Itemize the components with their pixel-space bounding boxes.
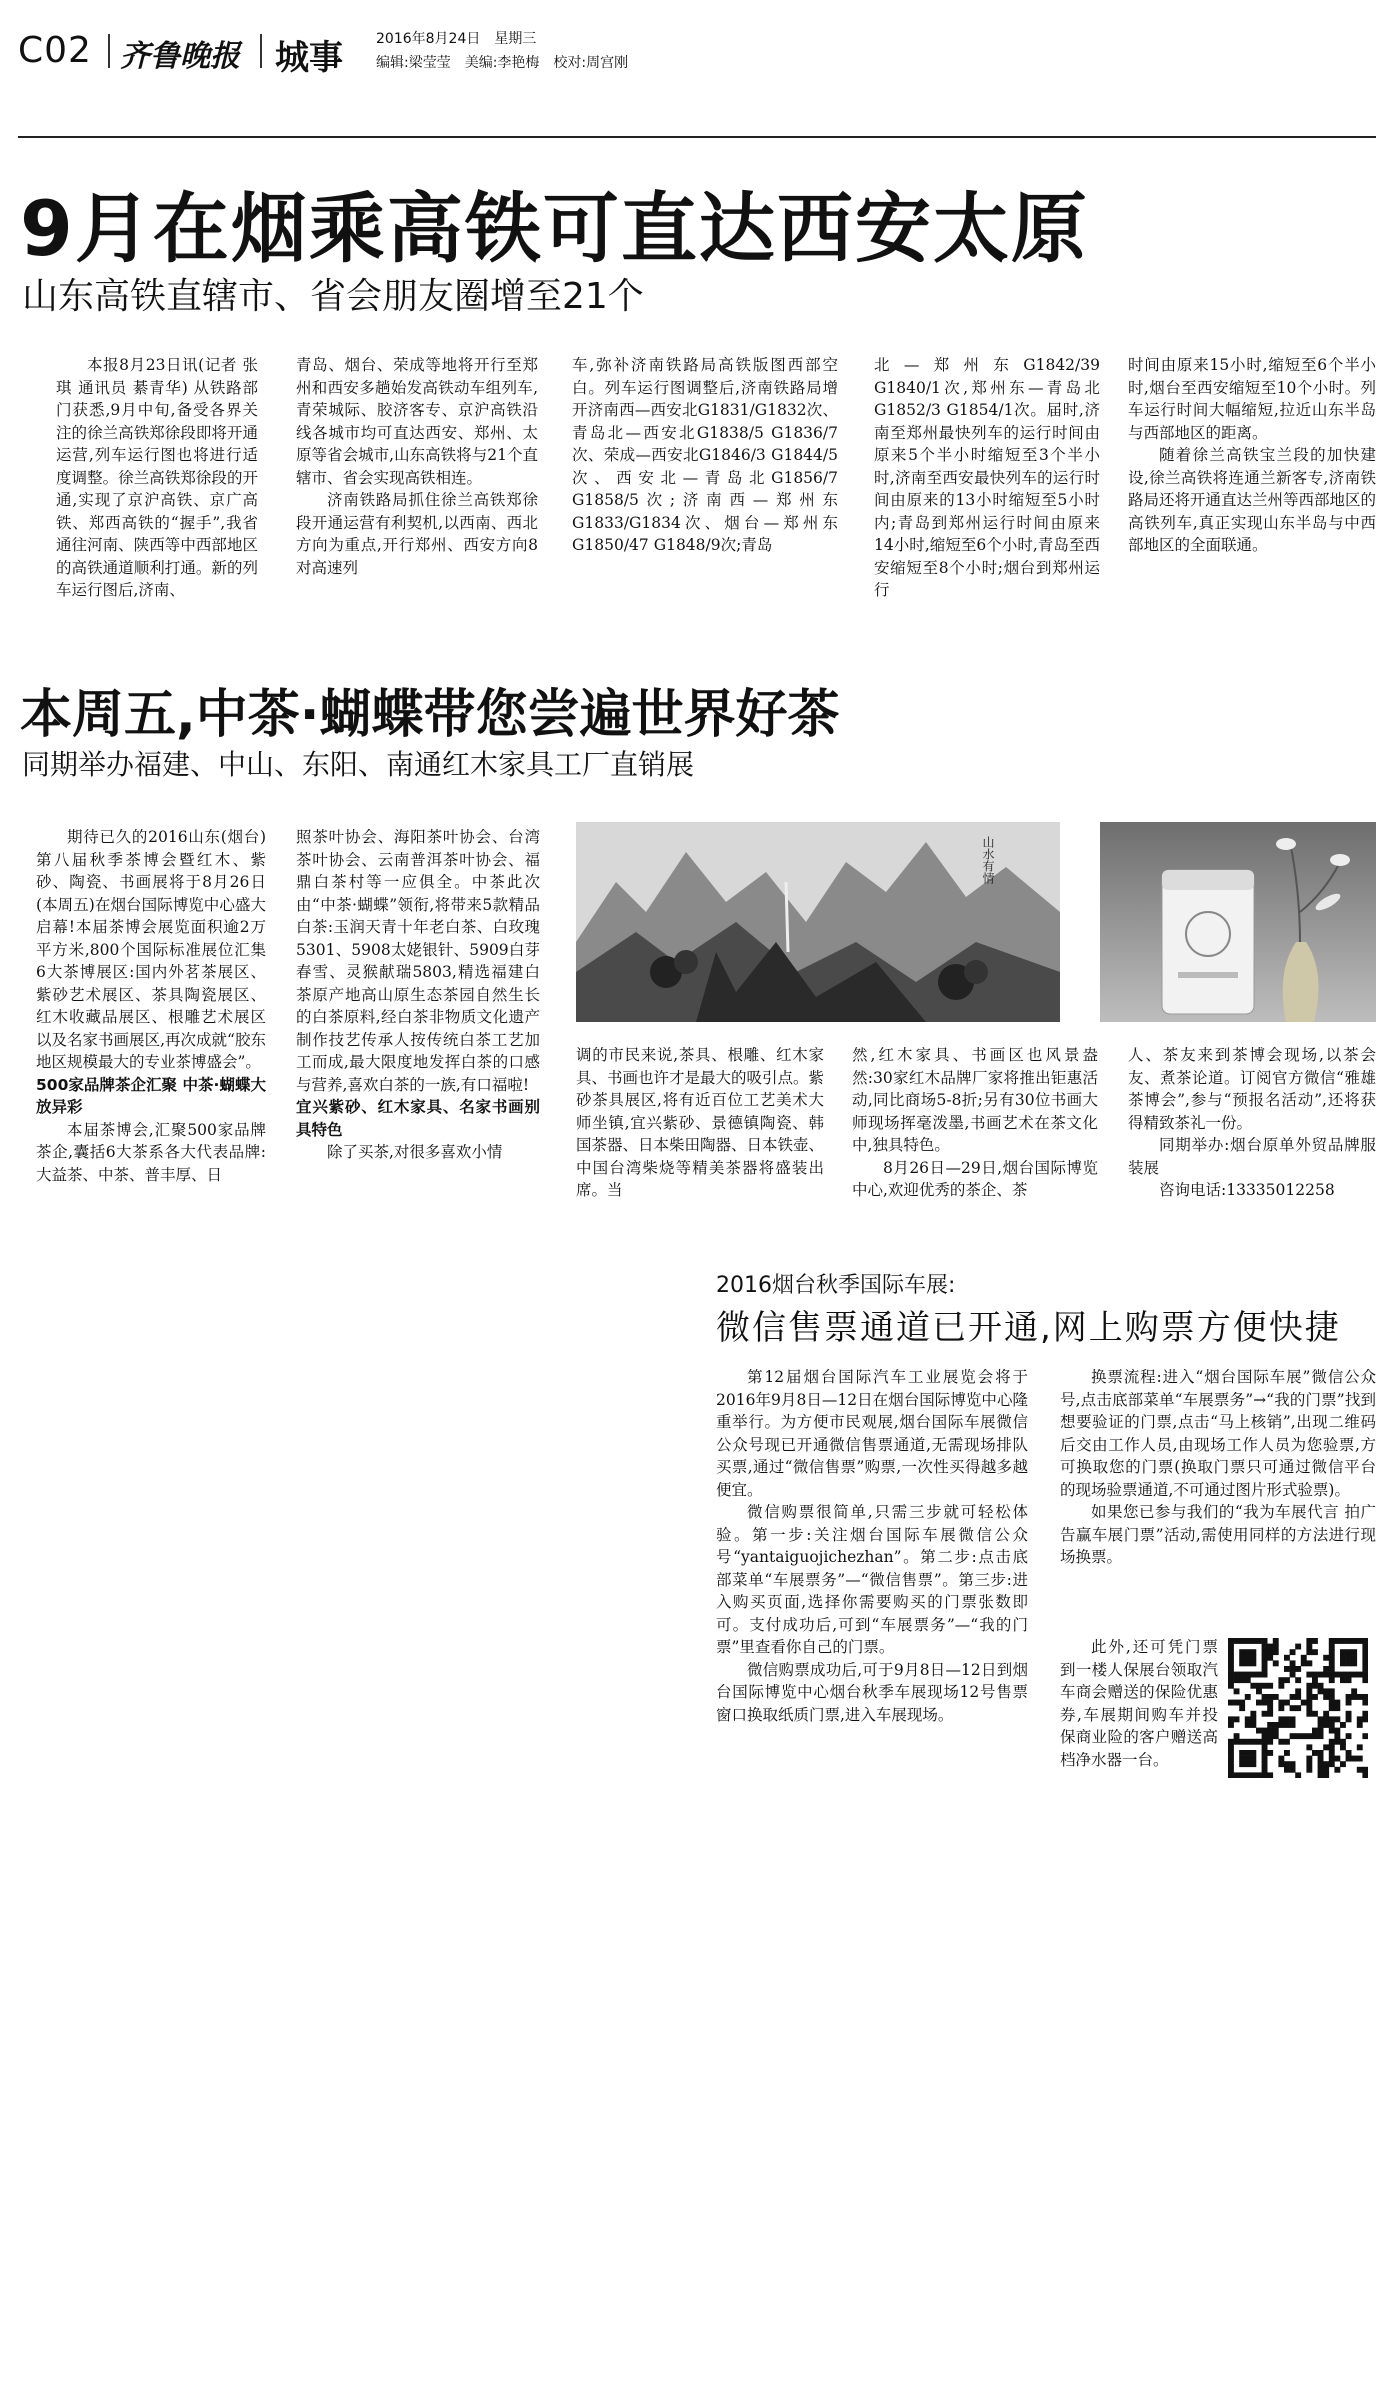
article2-paragraph: 8月26日—29日,烟台国际博览中心,欢迎优秀的茶企、茶 <box>852 1158 1098 1199</box>
page-number: C02 <box>18 30 92 71</box>
article3-paragraph: 第12届烟台国际汽车工业展览会将于2016年9月8日—12日在烟台国际博览中心隆重举行。为方便市民观展,烟台国际车展微信公众号现已开通微信售票通道,无需现场排队买票,通过“微信售票”购票,一次性买得越多越便宜。 <box>716 1368 1028 1499</box>
article2-paragraph: 除了买茶,对很多喜欢小情 <box>327 1143 503 1161</box>
article3-paragraph: 换票流程:进入“烟台国际车展”微信公众号,点击底部菜单“车展票务”→“我的门票”找到想要验证的门票,点击“马上核销”,出现二维码后交由工作人员,由现场工作人员为您验票,方可换取您的门票(换取门票只可通过微信平台的现场验票通道,不可通过图片形式验票)。 <box>1060 1368 1376 1499</box>
article3-column-2b <box>1060 1636 1218 1771</box>
article1-column-1 <box>56 354 258 602</box>
article1-paragraph: 车,弥补济南铁路局高铁版图西部空白。列车运行图调整后,济南铁路局增开济南西—西安北G1831/G1832次、青岛北—西安北G1838/5 G1836/7次、荣成—西安北G1846/3 G1844/5次、西安北—青岛北G1856/7 G1858/5次;济南西—郑州东G1833/G1834次、烟台—郑州东G1850/47 G1848/9次;青岛 <box>572 356 838 554</box>
article3-headline: 微信售票通道已开通,网上购票方便快捷 <box>716 1308 1341 1348</box>
article2-paragraph: 然,红木家具、书画区也风景盎然:30家红木品牌厂家将推出钜惠活动,同比商场5-8折;另有30位书画大师现场挥毫泼墨,书画艺术在茶文化中,独具特色。 <box>852 1046 1098 1154</box>
article2-paragraph: 同期举办:烟台原单外贸品牌服装展 <box>1128 1136 1376 1177</box>
article2-phone: 咨询电话:13335012258 <box>1159 1181 1335 1199</box>
article1-column-2 <box>296 354 538 579</box>
painting-inscription: 山水有情 <box>981 836 995 884</box>
article2-column-5 <box>1128 1044 1376 1202</box>
article1-headline: 9月在烟乘高铁可直达西安太原 <box>20 184 1089 273</box>
wechat-qr-code[interactable] <box>1228 1638 1368 1778</box>
article1-column-3 <box>572 354 838 557</box>
article2-headline: 本周五,中茶·蝴蝶带您尝遍世界好茶 <box>20 685 840 745</box>
article1-subheadline: 山东高铁直辖市、省会朋友圈增至21个 <box>22 276 644 317</box>
article2-paragraph: 调的市民来说,茶具、根雕、红木家具、书画也许才是最大的吸引点。紫砂茶具展区,将有近百位工艺美术大师坐镇,宜兴紫砂、景德镇陶瓷、韩国茶器、日本柴田陶器、日本铁壶、中国台湾柴烧等精美茶器将盛装出席。当 <box>576 1046 825 1199</box>
article3-column-2 <box>1060 1366 1376 1569</box>
article3-paragraph: 如果您已参与我们的“我为车展代言 拍广告赢车展门票”活动,需使用同样的方法进行现场换票。 <box>1060 1503 1376 1566</box>
staff-credits: 编辑:梁莹莹 美编:李艳梅 校对:周宫刚 <box>376 55 629 71</box>
article2-paragraph: 期待已久的2016山东(烟台)第八届秋季茶博会暨红木、紫砂、陶瓷、书画展将于8月26日(本周五)在烟台国际博览中心盛大启幕!本届茶博会展览面积逾2万平方米,800个国际标准展位汇集6大茶博展区:国内外茗茶展区、紫砂艺术展区、茶具陶瓷展区、红木收藏品展区、根雕艺术展区以及名家书画展区,再次成就“胶东地区规模最大的专业茶博盛会”。 <box>36 828 266 1071</box>
article2-paragraph: 人、茶友来到茶博会现场,以茶会友、煮茶论道。订阅官方微信“雅雄茶博会”,参与“预报名活动”,还将获得精致茶礼一份。 <box>1128 1046 1376 1132</box>
header-rule <box>18 136 1376 138</box>
article2-column-4 <box>852 1044 1098 1202</box>
article3-paragraph: 微信购票很简单,只需三步就可轻松体验。第一步:关注烟台国际车展微信公众号“yantaiguojichezhan”。第二步:点击底部菜单“车展票务”—“微信售票”。第三步:进入购买页面,选择你需要购买的门票张数即可。支付成功后,可到“车展票务”—“我的门票”里查看你自己的门票。 <box>716 1503 1028 1656</box>
landscape-painting-photo <box>576 822 1060 1022</box>
header-divider <box>260 34 262 68</box>
article3-column-1 <box>716 1366 1028 1726</box>
article3-paragraph: 微信购票成功后,可于9月8日—12日到烟台国际博览中心烟台秋季车展现场12号售票窗口换取纸质门票,进入车展现场。 <box>716 1660 1028 1724</box>
tea-product-photo <box>1100 822 1376 1022</box>
article1-paragraph: 时间由原来15小时,缩短至6个半小时,烟台至西安缩短至10个小时。列车运行时间大幅缩短,拉近山东半岛与西部地区的距离。 <box>1128 356 1376 442</box>
article1-column-4 <box>874 354 1100 602</box>
article1-paragraph: 随着徐兰高铁宝兰段的加快建设,徐兰高铁将连通兰新客专,济南铁路局还将开通直达兰州等西部地区的高铁列车,真正实现山东半岛与中西部地区的全面联通。 <box>1128 446 1377 554</box>
article1-paragraph: 北—郑州东G1842/39 G1840/1次,郑州东—青岛北G1852/3 G1854/1次。届时,济南至郑州最快列车的运行时间由原来5个半小时缩短至3个半小时,济南至西安最快列车的运行时间由原来的13小时缩短至5小时内;青岛到郑州运行时间由原来14小时,缩短至6个小时,青岛至西安缩短至8个小时;烟台到郑州运行 <box>874 356 1100 599</box>
article1-paragraph: 本报8月23日讯(记者 张琪 通讯员 綦青华) 从铁路部门获悉,9月中旬,备受各界关注的徐兰高铁郑徐段即将开通运营,列车运行图也将进行适度调整。徐兰高铁郑徐段的开通,实现了京沪高铁、京广高铁、郑西高铁的“握手”,我省通往河南、陕西等中西部地区的高铁通道顺利打通。新的列车运行图后,济南、 <box>56 356 258 599</box>
article2-column-1 <box>36 826 266 1186</box>
article3-paragraph: 此外,还可凭门票到一楼人保展台领取汽车商会赠送的保险优惠券,车展期间购车并投保商业险的客户赠送高档净水器一台。 <box>1060 1638 1218 1769</box>
article2-subhead: 500家品牌茶企汇聚 中茶·蝴蝶大放异彩 <box>36 1075 266 1116</box>
section-name: 城事 <box>275 38 343 78</box>
article1-paragraph: 济南铁路局抓住徐兰高铁郑徐段开通运营有利契机,以西南、西北方向为重点,开行郑州、西安方向8对高速列 <box>296 491 538 577</box>
article2-paragraph: 本届茶博会,汇聚500家品牌茶企,囊括6大茶系各大代表品牌:大益茶、中茶、普丰厚、日 <box>36 1120 266 1184</box>
issue-date: 2016年8月24日 星期三 <box>376 31 537 47</box>
article2-subhead: 宜兴紫砂、红木家具、名家书画别具特色 <box>296 1098 540 1139</box>
header-divider <box>108 34 110 68</box>
article1-column-5 <box>1128 354 1376 557</box>
article1-paragraph: 青岛、烟台、荣成等地将开行至郑州和西安多趟始发高铁动车组列车,青荣城际、胶济客专、京沪高铁沿线各城市均可直达西安、郑州、太原等省会城市,山东高铁将与21个直辖市、省会实现高铁相连。 <box>296 356 538 487</box>
newspaper-logo: 齐鲁晚报 <box>120 39 240 74</box>
article2-column-2 <box>296 826 540 1164</box>
article2-paragraph: 照茶叶协会、海阳茶叶协会、台湾茶叶协会、云南普洱茶叶协会、福鼎白茶村等一应俱全。中茶此次由“中茶·蝴蝶”领衔,将带来5款精品白茶:玉润天青十年老白茶、白玫瑰5301、5908太姥银针、5909白芽春雪、灵猴献瑞5803,精选福建白茶原产地高山原生态茶园自然生长的白茶原料,经白茶非物质文化遗产制作技艺传承人按传统白茶工艺加工而成,最大限度地发挥白茶的口感与营养,喜欢白茶的一族,有口福啦! <box>296 828 540 1094</box>
article2-subheadline: 同期举办福建、中山、东阳、南通红木家具工厂直销展 <box>22 748 695 781</box>
article3-kicker: 2016烟台秋季国际车展: <box>716 1273 956 1298</box>
article2-column-3 <box>576 1044 824 1202</box>
